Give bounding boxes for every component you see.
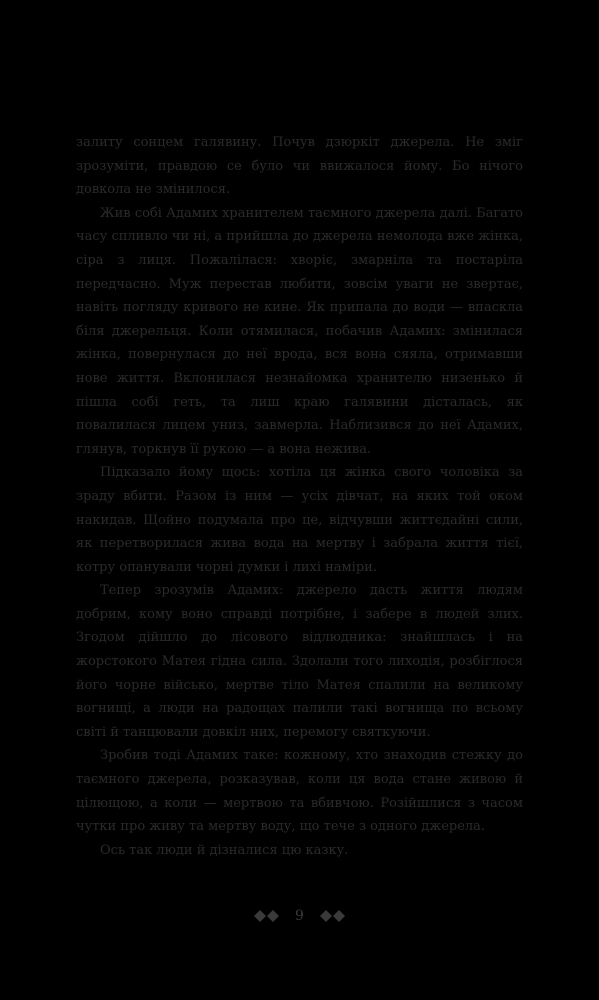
paragraph: Підказало йому щось: хотіла ця жінка свого чоловіка за зраду вбити. Разом із ним — усіх дівчат, на яких той оком накидав. Щойно подумала про це, відчувши життєдайні сили, як перетворилася жива вода на мертву і забрала життя тієї, котру опанували чорні думки і лихі наміри. xyxy=(76,465,523,575)
paragraph: Тепер зрозумів Адамих: джерело дасть життя людям добрим, кому воно справді потрібне, і забере в людей злих. Згодом дійшло до лісового відлюдника: знайшлась і на жорстокого Матея гідна сила. Здолали того лиходія, розбіглося його чорне військо, мертве тіло Матея спалили на великому вогнищі, а люди на радощах палили такі вогнища по всьому світі й танцювали довкіл них, перемогу святкуючи. xyxy=(76,583,523,740)
ornament-left-icon xyxy=(254,910,279,922)
ornament-right-icon xyxy=(320,910,345,922)
paragraph: Ось так люди й дізналися цю казку. xyxy=(100,842,349,858)
paragraph: залиту сонцем галявину. Почув дзюркіт джерела. Не зміг зрозуміти, правдою се було чи ввижалося йому. Бо нічого довкола не змінилося. xyxy=(76,135,523,198)
paragraph: Зробив тоді Адамих таке: кожному, хто знаходив стежку до таємного джерела, розказував, коли ця вода стане живою й цілющою, а коли — мертвою та вбивчою. Розійшлися з часом чутки про живу та мертву воду, що тече з одного джерела. xyxy=(76,748,523,835)
page-number: 9 xyxy=(295,908,304,924)
body-text xyxy=(76,131,523,862)
page-footer xyxy=(0,903,599,929)
paragraph: Жив собі Адамих хранителем таємного джерела далі. Багато часу спливло чи ні, а прийшла до джерела немолода вже жінка, сіра з лиця. Пожалілася: хворіє, змарніла та постаріла передчасно. Муж перестав любити, зовсім уваги не звертає, навіть погляду кривого не кине. Як припала до води — впаскла біля джерельця. Коли отямилася, побачив Адамих: змінилася жінка, повернулася до неї врода, вся вона сяяла, отримавши нове життя. Вклонилася незнайомка хранителю низенько й пішла собі геть, та лиш краю галявини дісталась, як повалилася лицем униз, завмерла. Наблизився до неї Адамих, глянув, торкнув її рукою — а вона нежива. xyxy=(76,205,523,457)
